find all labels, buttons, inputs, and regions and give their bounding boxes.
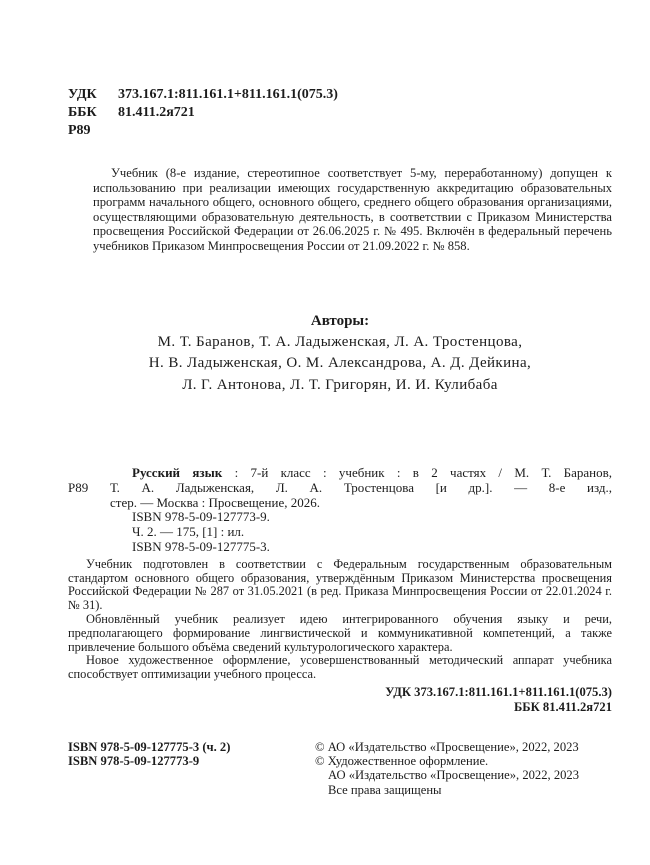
annotation-paragraph-2: Обновлённый учебник реализует идею интегрированного обучения языку и речи, предполагающего формирование лингвистической и коммуникативной компетенций, а также привлечение большого объёма сведений культурологического характера. [68, 612, 612, 654]
isbn-part-line: ISBN 978-5-09-127775-3 (ч. 2) [68, 740, 231, 755]
catalog-title-rest: : 7-й класс : учебник : в 2 частях / М. Т. Баранов, [222, 465, 612, 481]
copyright-line-4: Все права защищены [328, 782, 442, 797]
copyright-line-3: АО «Издательство «Просвещение», 2022, 2023 [328, 768, 580, 783]
bbk-value: 81.411.2я721 [118, 105, 195, 120]
book-title: Русский язык [132, 465, 223, 481]
catalog-line-3: стер. — Москва : Просвещение, 2026. [110, 494, 320, 510]
isbn-full-line: ISBN 978-5-09-127773-9 [68, 754, 200, 769]
catalog-isbn-part: ISBN 978-5-09-127775-3. [132, 539, 270, 555]
udk-line [68, 86, 612, 104]
bbk-line [68, 104, 612, 122]
admission-paragraph: Учебник (8-е издание, стереотипное соответствует 5-му, переработанному) допущен к использованию при реализации имеющих государственную аккредитацию образовательных программ начального общего, основного общего, среднего общего образования организациями, осуществляющими образовательную деятельность, в соответствии с Приказом Министерства просвещения Российской Федерации от 26.06.2025 г. № 495. Включён в федеральный перечень учебников Приказом Минпросвещения России от 21.09.2022 г. № 858. [93, 166, 612, 253]
authors-line-2: Н. В. Ладыженская, О. М. Александрова, А. Д. Дейкина, [148, 355, 532, 372]
authors-line-1: М. Т. Баранов, Т. А. Ладыженская, Л. А. Тростенцова, [157, 333, 523, 350]
imprint-footer [68, 740, 612, 797]
bbk-bottom: ББК 81.411.2я721 [513, 699, 612, 714]
copyright-line-1: © АО «Издательство «Просвещение», 2022, 2023 [315, 740, 579, 755]
catalog-part-line: Ч. 2. — 175, [1] : ил. [132, 524, 245, 540]
isbn-block [68, 740, 315, 797]
catalog-margin-code: Р89 [68, 479, 89, 495]
catalog-isbn-common: ISBN 978-5-09-127773-9. [132, 509, 270, 525]
catalog-line-2 [68, 479, 612, 496]
annotation-paragraph-1: Учебник подготовлен в соответствии с Федеральным государственным образовательным стандартом основного общего образования, утверждённым Приказом Министерства просвещения Российской Федерации № 287 от 31.05.2021 (в ред. Приказа Минпросвещения России от 22.01.2024 г. № 31). [68, 556, 612, 613]
copyright-line-2: © Художественное оформление. [315, 754, 489, 769]
annotation-paragraph-3: Новое художественное оформление, усовершенствованный методический аппарат учебника способствует оптимизации учебного процесса. [68, 653, 612, 682]
catalog-card [68, 465, 612, 555]
catalog-title-line [110, 466, 612, 481]
bbk-label: ББК [68, 105, 97, 120]
bibliographic-codes-top [68, 86, 612, 140]
copyright-block [315, 740, 612, 797]
authors-section [68, 310, 612, 397]
udk-label: УДК [68, 87, 97, 102]
authors-heading: Авторы: [310, 312, 370, 329]
authors-line-3: Л. Г. Антонова, Л. Т. Григорян, И. И. Кулибаба [182, 376, 498, 393]
annotation-section [68, 558, 612, 682]
udk-bottom: УДК 373.167.1:811.161.1+811.161.1(075.3) [385, 685, 612, 700]
udk-value: 373.167.1:811.161.1+811.161.1(075.3) [118, 87, 338, 102]
author-sign-code: Р89 [68, 123, 91, 138]
bibliographic-codes-bottom [68, 685, 612, 714]
catalog-line-2-text: Т. А. Ладыженская, Л. А. Тростенцова [и др.]. — 8-е изд., [110, 479, 612, 495]
